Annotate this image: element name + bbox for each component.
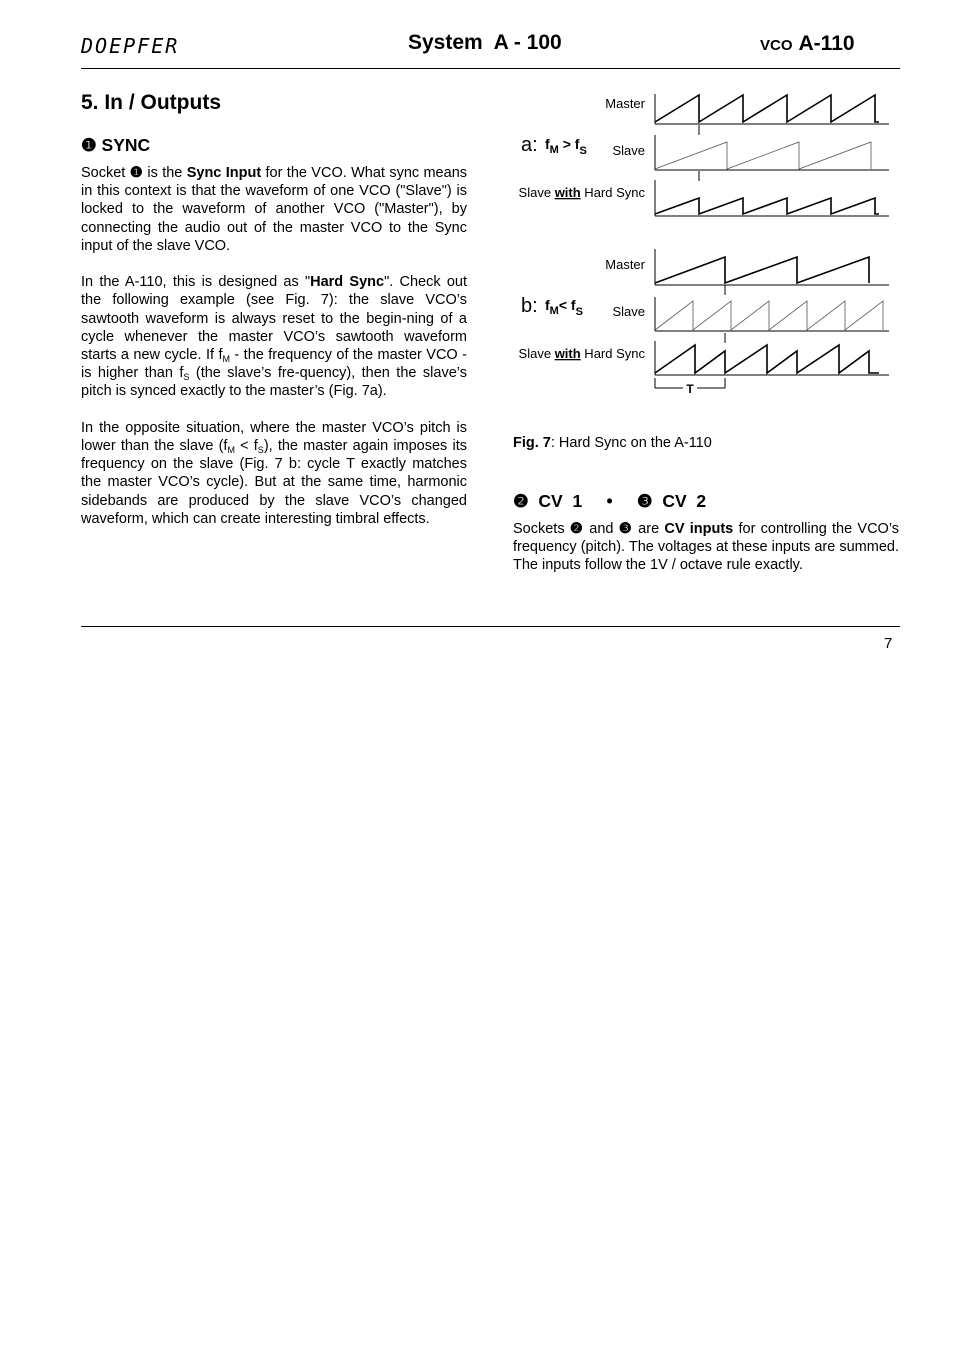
module-prefix: VCO bbox=[760, 37, 793, 54]
b-slave-wave bbox=[655, 301, 883, 330]
sync-paragraph-1: Socket ❶ is the Sync Input for the VCO. What sync means in this context is that the waveform of one VCO ("Slave") is locked to the waveform of another VCO ("Master"), by connecting the audio out of the master VCO to the Sync input of the slave VCO. bbox=[81, 165, 468, 254]
sync-body bbox=[81, 164, 467, 546]
brand-logo: DOEPFER bbox=[81, 34, 180, 58]
section-title: 5. In / Outputs bbox=[81, 91, 221, 114]
b-master-label: Master bbox=[605, 257, 645, 272]
sync-paragraph-2: In the A-110, this is designed as "Hard Sync". Check out the following example (see Fig. 7): the slave VCO’s sawtooth waveform is always reset to the begin-ning of a cycle whenever the master VCO’s sawtooth waveform starts a new cycle. If $f_M$ - the frequency of the master VCO - is higher than $f_S$ (the slave’s fre-quency), then the slave’s pitch is synced exactly to the master’s (Fig. 7a). bbox=[81, 274, 467, 400]
cv-body bbox=[513, 520, 899, 593]
figure-caption: Fig. 7: Hard Sync on the A-110 bbox=[513, 435, 712, 451]
case-a-letter: a: bbox=[521, 134, 538, 156]
case-b-letter: b: bbox=[521, 295, 538, 317]
a-slave-wave bbox=[655, 142, 871, 169]
cycle-t-label: T bbox=[686, 382, 694, 396]
a-master-label: Master bbox=[605, 96, 645, 111]
module-name: A-110 bbox=[798, 32, 855, 55]
hard-sync-figure bbox=[505, 85, 905, 405]
a-hardsync-wave bbox=[655, 198, 879, 214]
cv-paragraph: Sockets ❷ and ❸ are CV inputs for controlling the VCO’s frequency (pitch). The voltages at these inputs are summed. The inputs follow the 1V / octave rule exactly. bbox=[513, 521, 900, 574]
a-slave-label: Slave bbox=[612, 143, 645, 158]
footer-rule bbox=[81, 626, 900, 627]
header-rule bbox=[81, 68, 900, 69]
b-slave-label: Slave bbox=[612, 304, 645, 319]
module-id bbox=[760, 32, 855, 56]
sync-heading: ❶ SYNC bbox=[81, 135, 151, 155]
a-master-wave bbox=[655, 95, 879, 122]
b-hardsync-label: Slave with Hard Sync bbox=[518, 346, 645, 361]
sync-paragraph-3: In the opposite situation, where the master VCO’s pitch is lower than the slave $(f_M < f_S)$, the master again imposes its frequency on the slave (Fig. 7 b: cycle T exactly matches the master VCO’s cycle). But at the same time, harmonic sidebands are produced by the slave VCO’s changed waveform, which can create interesting timbral effects. bbox=[81, 419, 467, 527]
b-hardsync-wave bbox=[655, 345, 879, 373]
case-a-condition: $f_M > f_S$ bbox=[545, 136, 587, 157]
document-title: System A - 100 bbox=[408, 31, 562, 54]
case-b-condition: $f_M< f_S$ bbox=[545, 297, 583, 318]
b-master-wave bbox=[655, 257, 869, 283]
page-number: 7 bbox=[884, 635, 893, 652]
a-hardsync-label: Slave with Hard Sync bbox=[518, 185, 645, 200]
cv-heading: ❷ CV 1 • ❸ CV 2 bbox=[513, 491, 707, 511]
